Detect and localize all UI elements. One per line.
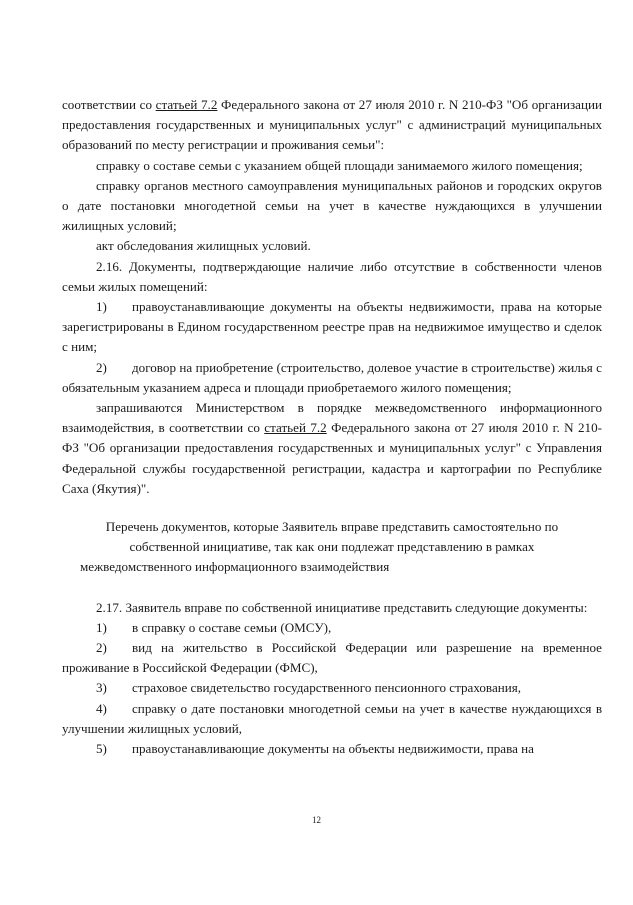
- list-item-text: в справку о составе семьи (ОМСУ),: [132, 619, 332, 635]
- list-item-number: 2): [96, 640, 107, 656]
- article-link[interactable]: статьей 7.2: [264, 420, 327, 436]
- list-item: [62, 699, 602, 739]
- text-run: соответствии со: [62, 97, 156, 112]
- paragraph-inspection-act: акт обследования жилищных условий.: [96, 238, 311, 254]
- paragraph-family-certificate: справку о составе семьи с указанием общей площади занимаемого жилого помещения;: [96, 157, 583, 173]
- paragraph-2-16: 2.16. Документы, подтверждающие наличие либо отсутствие в собственности членов семьи жилых помещений:: [62, 258, 602, 294]
- paragraph-requested-by-ministry: [62, 398, 602, 499]
- text-run: Федерального закона от 27 июля 2010 г. N 210-ФЗ "Об организации предоставления государственных и муниципальных услуг" с Управления Федеральной службы государственной регистрации, кадастра и картографии по Республике Саха (Якутия)".: [62, 420, 603, 496]
- list-item: [62, 638, 602, 678]
- paragraph-continuation: [62, 95, 602, 156]
- list-item-text: правоустанавливающие документы на объекты недвижимости, права на которые зарегистрированы в Едином государственном реестре прав на недвижимое имущество и сделок с ним;: [62, 299, 602, 355]
- text-run: Федерального закона от 27 июля 2010 г. N 210-ФЗ "Об организации предоставления государственных и муниципальных услуг" с администраций муниципальных образований по месту регистрации и проживания семьи":: [62, 97, 602, 153]
- list-item: [62, 678, 602, 698]
- document-body: [62, 95, 602, 759]
- list-item-number: 1): [96, 619, 107, 635]
- page-number: 12: [312, 815, 321, 825]
- article-link[interactable]: статьей 7.2: [155, 97, 218, 112]
- list-item-number: 3): [96, 680, 107, 696]
- list-item: [62, 297, 602, 358]
- list-item-number: 2): [96, 359, 107, 375]
- list-item-text: страховое свидетельство государственного пенсионного страхования,: [132, 680, 522, 696]
- list-item-text: договор на приобретение (строительство, долевое участие в строительстве) жилья с обязательным указанием адреса и площади приобретаемого жилого помещения;: [62, 359, 602, 395]
- list-item-number: 4): [96, 700, 107, 716]
- list-item-text: правоустанавливающие документы на объекты недвижимости, права на: [132, 741, 534, 757]
- text-run: запрашиваются Министерством в порядке межведомственного информационного взаимодействия, в соответствии со: [62, 400, 602, 436]
- paragraph-local-authority-certificate: справку органов местного самоуправления муниципальных районов и городских округов о дате постановки многодетной семьи на учет в качестве нуждающихся в улучшении жилищных условий;: [62, 177, 602, 234]
- list-item-number: 5): [96, 741, 107, 757]
- list-item-text: справку о дате постановки многодетной семьи на учет в качестве нуждающихся в улучшении жилищных условий,: [62, 700, 602, 736]
- section-heading: Перечень документов, которые Заявитель вправе представить самостоятельно по собственной инициативе, так как они подлежат представлению в рамках межведомственного информационного взаимодействия: [80, 519, 559, 575]
- list-item-text: вид на жительство в Российской Федерации или разрешение на временное проживание в Российской Федерации (ФМС),: [62, 640, 602, 676]
- paragraph-2-17: 2.17. Заявитель вправе по собственной инициативе представить следующие документы:: [96, 599, 588, 615]
- list-item: [62, 739, 602, 759]
- list-item: [62, 618, 602, 638]
- list-item-number: 1): [96, 299, 107, 315]
- list-item: [62, 358, 602, 398]
